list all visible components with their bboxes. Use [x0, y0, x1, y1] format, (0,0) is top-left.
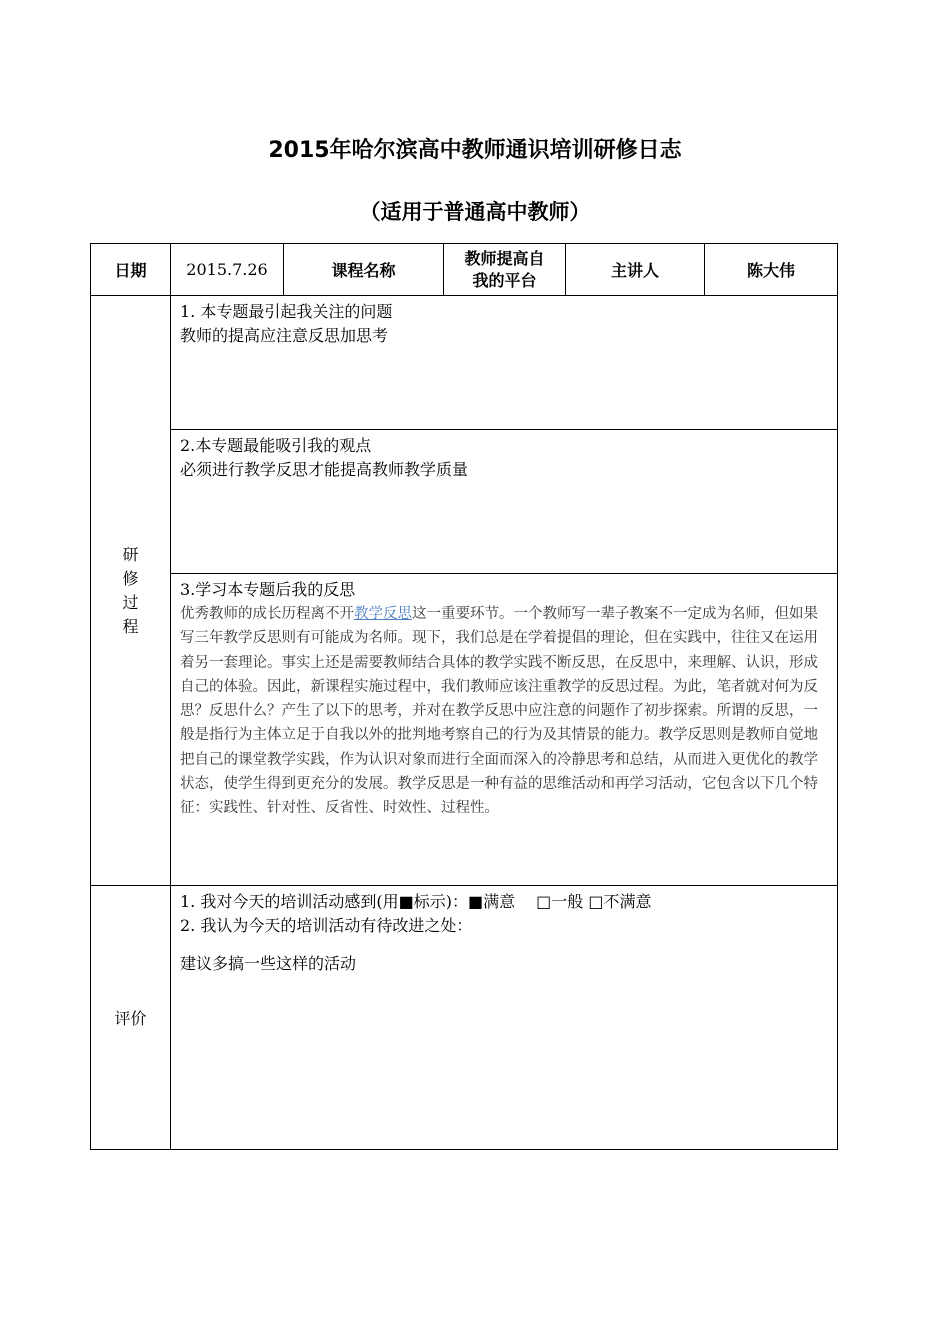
header-row — [91, 244, 838, 296]
reflection-prefix: 优秀教师的成长历程离不开 — [180, 606, 354, 622]
question-3-cell — [171, 574, 838, 886]
course-value-line2: 我的平台 — [472, 270, 537, 290]
course-value — [444, 244, 566, 296]
study-label-char-3: 过 — [122, 592, 139, 612]
course-label: 课程名称 — [284, 244, 444, 296]
document-subtitle: （适用于普通高中教师） — [359, 200, 591, 224]
study-label-char-2: 修 — [122, 568, 139, 588]
document-title: 2015年哈尔滨高中教师通识培训研修日志 — [268, 138, 682, 163]
reflection-body: 这一重要环节。一个教师写一辈子教案不一定成为名师，但如果写三年教学反思则有可能成为名师。现下，我们总是在学着提倡的理论，但在实践中，往往又在运用着另一套理论。事实上还是需要教师结合具体的教学实践不断反思，在反思中，来理解、认识，形成自己的体验。因此，新课程实施过程中，我们教师应该注重教学的反思过程。为此，笔者就对何为反思？反思什么？产生了以下的思考，并对在教学反思中应注意的问题作了初步探索。所谓的反思，一般是指行为主体立足于自我以外的批判地考察自己的行为及其情景的能力。教学反思则是教师自觉地把自己的课堂教学实践，作为认识对象而进行全面而深入的冷静思考和总结，从而进入更优化的教学状态，使学生得到更充分的发展。教学反思是一种有益的思维活动和再学习活动，它包含以下几个特征：实践性、针对性、反省性、时效性、过程性。 — [180, 606, 818, 817]
question-2-row — [91, 430, 838, 574]
satisfaction-line: 1. 我对今天的培训活动感到(用■标示)：■满意 □一般 □不满意 — [180, 892, 652, 911]
question-1-row — [91, 296, 838, 430]
question-3-title: 3.学习本专题后我的反思 — [180, 580, 356, 599]
question-2-cell — [171, 430, 838, 574]
study-label-char-1: 研 — [122, 544, 139, 564]
study-process-label — [91, 296, 171, 886]
date-label: 日期 — [91, 244, 171, 296]
reflection-paragraph — [180, 602, 837, 821]
question-1-cell — [171, 296, 838, 430]
question-3-row — [91, 574, 838, 886]
study-label-char-4: 程 — [122, 616, 139, 636]
improvement-prompt: 2. 我认为今天的培训活动有待改进之处： — [180, 916, 473, 935]
teaching-reflection-link[interactable]: 教学反思 — [354, 606, 412, 622]
evaluation-row — [91, 886, 838, 1150]
question-2-answer: 必须进行教学反思才能提高教师教学质量 — [180, 460, 469, 479]
suggestion-text: 建议多搞一些这样的活动 — [180, 954, 357, 973]
evaluation-cell — [171, 886, 838, 1150]
lecturer-value: 陈大伟 — [705, 244, 838, 296]
evaluation-label: 评价 — [91, 886, 171, 1150]
training-log-table — [90, 243, 838, 1150]
course-value-line1: 教师提高自 — [464, 248, 545, 268]
question-2-title: 2.本专题最能吸引我的观点 — [180, 436, 372, 455]
question-1-title: 1. 本专题最引起我关注的问题 — [180, 302, 393, 321]
date-value: 2015.7.26 — [171, 244, 284, 296]
question-1-answer: 教师的提高应注意反思加思考 — [180, 326, 389, 345]
lecturer-label: 主讲人 — [566, 244, 705, 296]
